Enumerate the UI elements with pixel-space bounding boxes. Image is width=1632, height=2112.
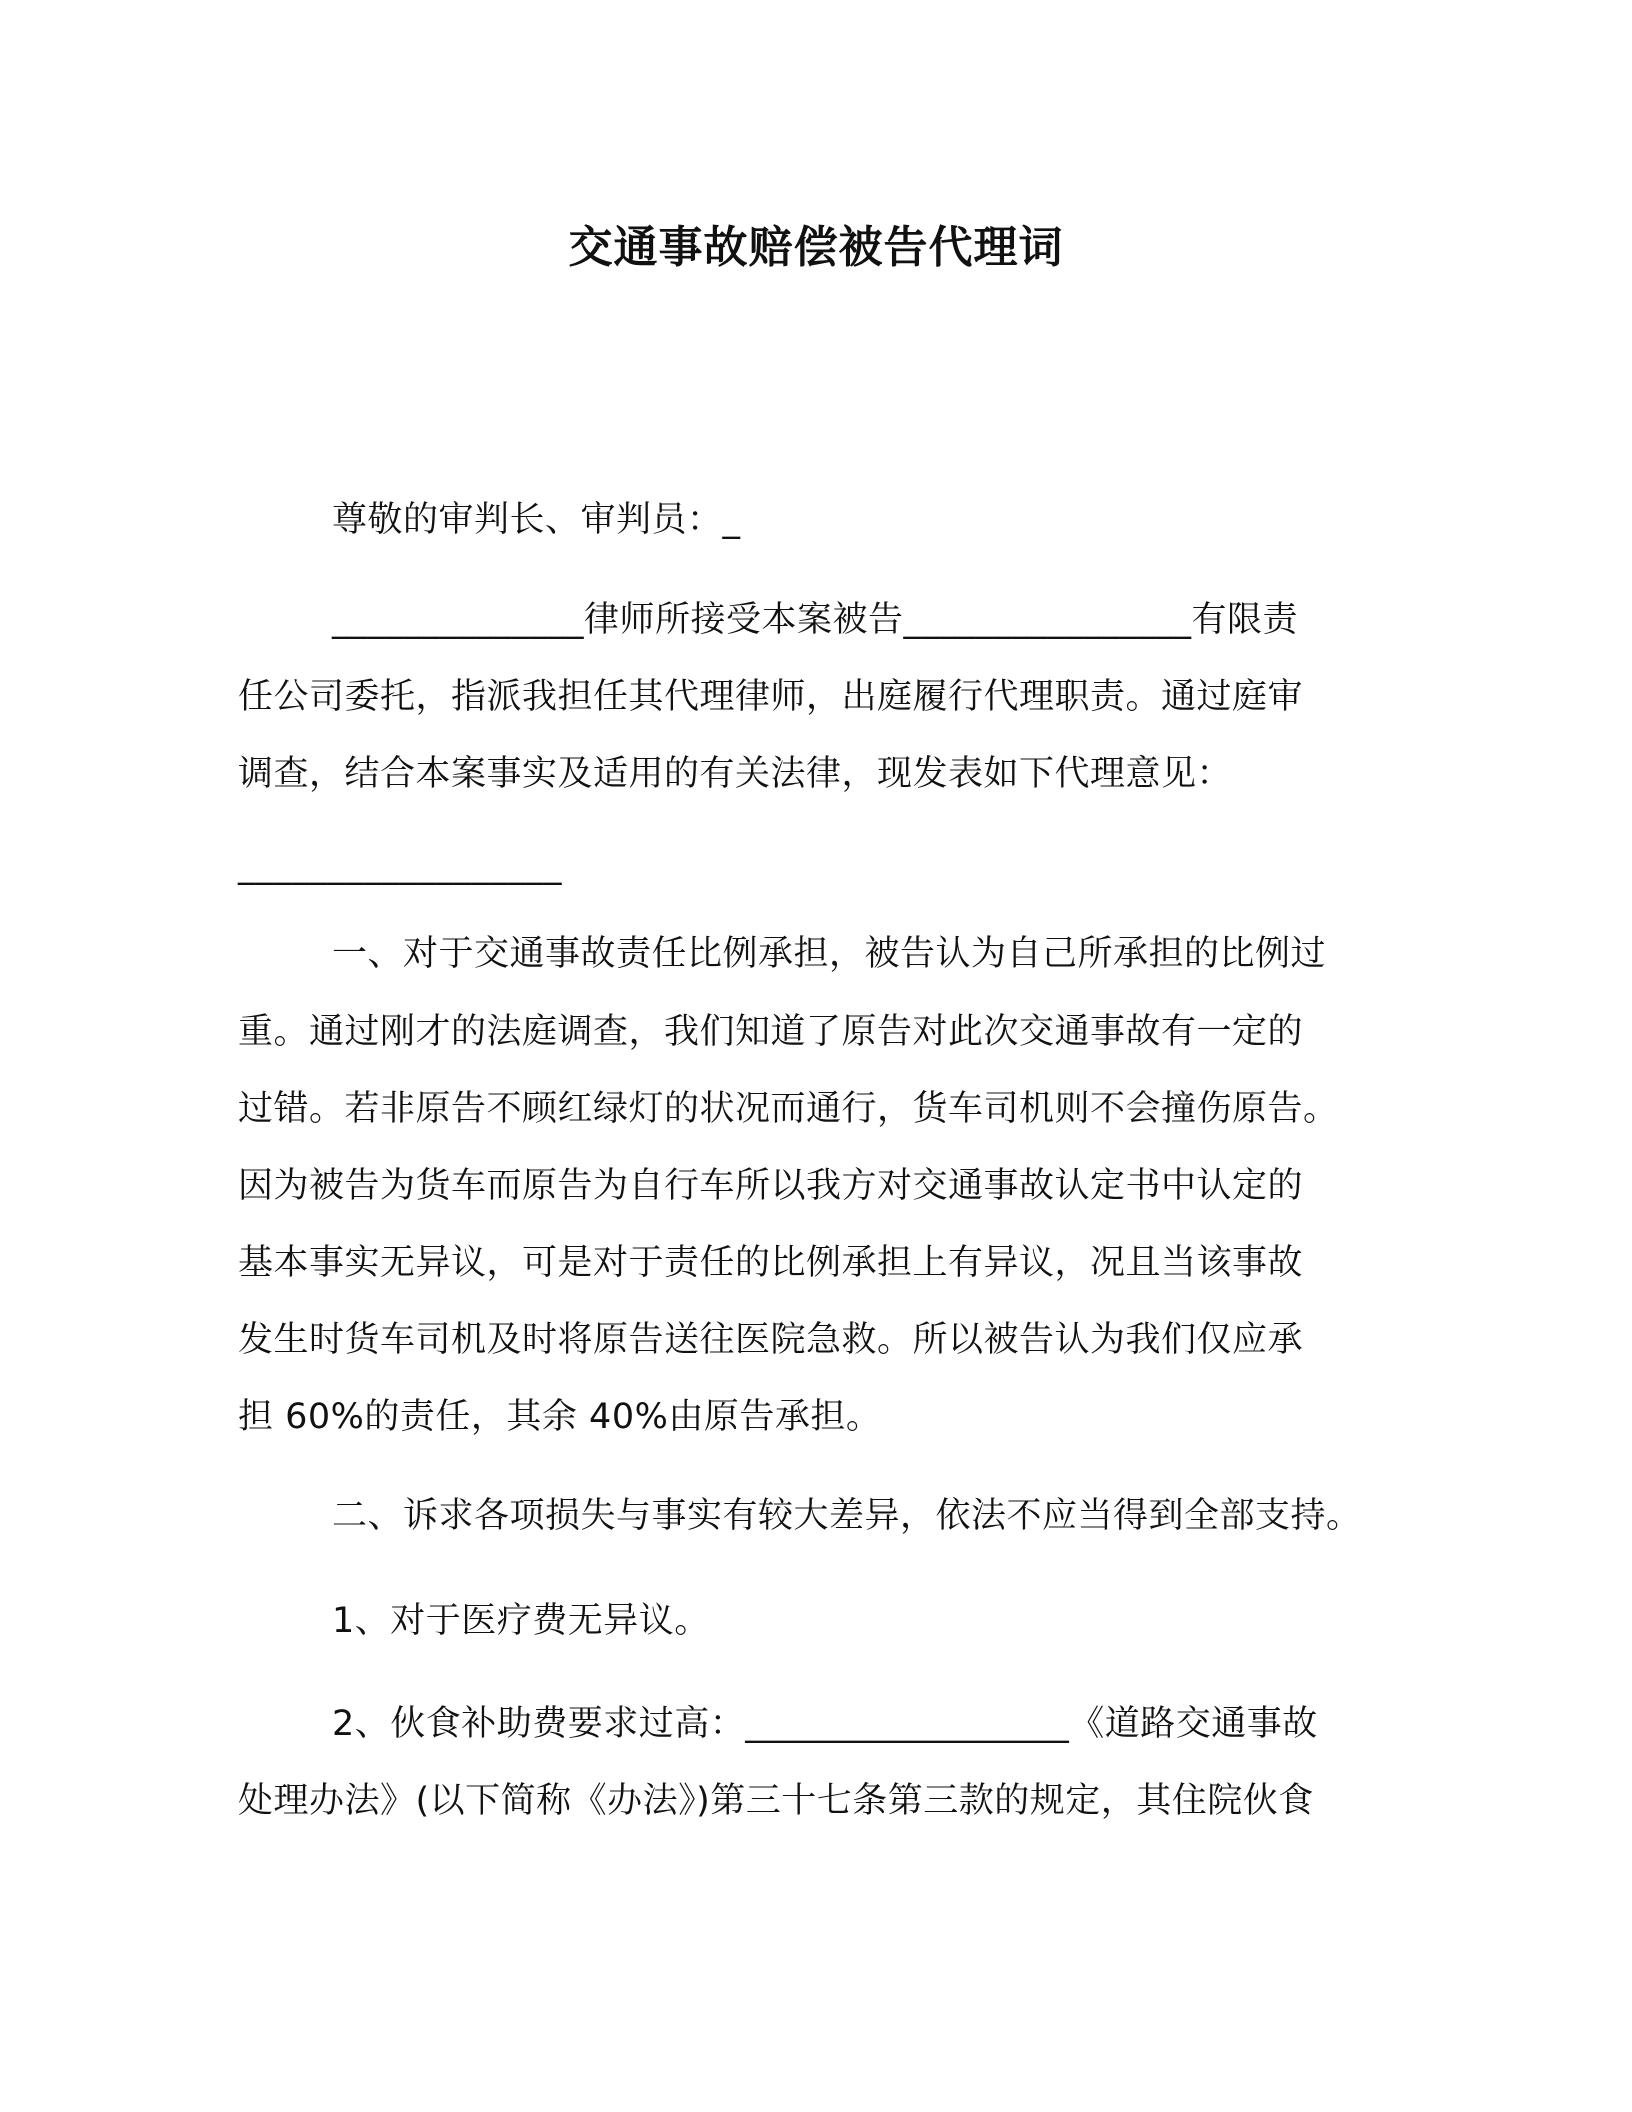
body-line: 调查，结合本案事实及适用的有关法律，现发表如下代理意见： bbox=[238, 754, 1233, 794]
body-line: 2、伙食补助费要求过高：__________________《道路交通事故 bbox=[332, 1704, 1318, 1744]
blank-line: __________________ bbox=[238, 846, 562, 886]
salutation-line: 尊敬的审判长、审判员：_ bbox=[332, 500, 741, 540]
body-line: 发生时货车司机及时将原告送往医院急救。所以被告认为我们仅应承 bbox=[238, 1320, 1304, 1360]
body-line: 担 60%的责任，其余 40%由原告承担。 bbox=[238, 1397, 882, 1437]
document-title: 交通事故赔偿被告代理词 bbox=[568, 222, 1064, 273]
body-line: 一、对于交通事故责任比例承担，被告认为自己所承担的比例过 bbox=[332, 934, 1327, 974]
body-line: 任公司委托，指派我担任其代理律师，出庭履行代理职责。通过庭审 bbox=[238, 677, 1304, 717]
body-line: ______________律师所接受本案被告________________有限责 bbox=[332, 600, 1299, 640]
body-line: 基本事实无异议，可是对于责任的比例承担上有异议，况且当该事故 bbox=[238, 1243, 1304, 1283]
body-line: 过错。若非原告不顾红绿灯的状况而通行，货车司机则不会撞伤原告。 bbox=[238, 1089, 1339, 1129]
body-line: 因为被告为货车而原告为自行车所以我方对交通事故认定书中认定的 bbox=[238, 1166, 1304, 1206]
body-line: 处理办法》(以下简称《办法》)第三十七条第三款的规定，其住院伙食 bbox=[238, 1781, 1314, 1821]
body-line: 重。通过刚才的法庭调查，我们知道了原告对此次交通事故有一定的 bbox=[238, 1012, 1304, 1052]
body-line: 1、对于医疗费无异议。 bbox=[332, 1601, 710, 1641]
body-line: 二、诉求各项损失与事实有较大差异，依法不应当得到全部支持。 bbox=[332, 1496, 1362, 1536]
